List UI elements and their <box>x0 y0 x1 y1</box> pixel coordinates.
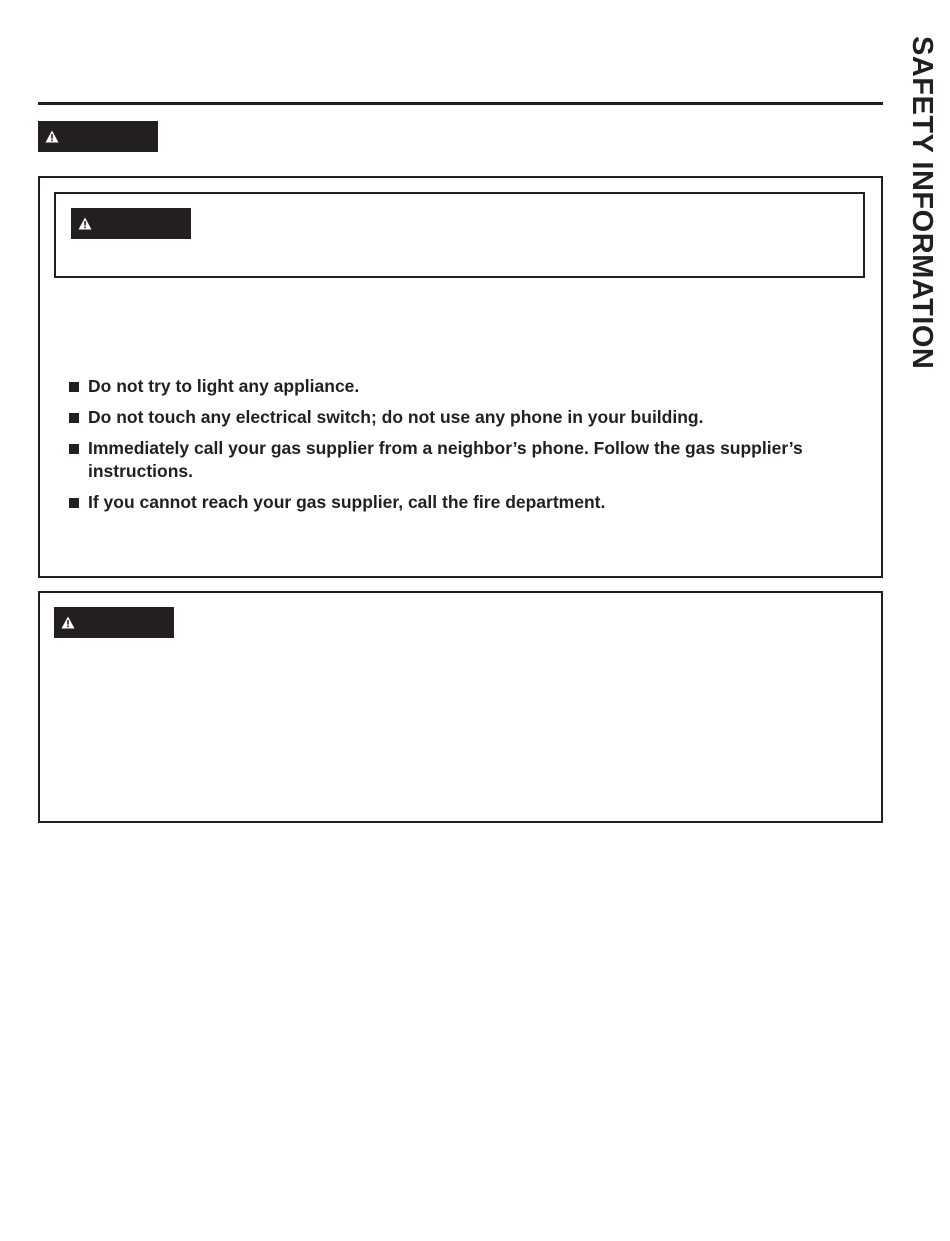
gas-leak-steps-list <box>68 375 848 522</box>
bullet-square-icon <box>69 498 79 508</box>
section-top-rule <box>38 102 883 105</box>
side-section-title: SAFETY INFORMATION <box>906 36 938 370</box>
warning-triangle-icon <box>78 217 92 230</box>
list-item <box>68 491 848 514</box>
warning-triangle-icon <box>45 130 59 143</box>
bullet-square-icon <box>69 413 79 423</box>
warning-triangle-icon <box>61 616 75 629</box>
list-item <box>68 406 848 429</box>
list-item <box>68 375 848 398</box>
list-item-text: If you cannot reach your gas supplier, call the fire department. <box>88 492 606 512</box>
list-item-text: Immediately call your gas supplier from a neighbor’s phone. Follow the gas supplier’s instructions. <box>88 438 803 481</box>
list-item-text: Do not touch any electrical switch; do not use any phone in your building. <box>88 407 704 427</box>
bullet-square-icon <box>69 444 79 454</box>
second-signal-word-panel <box>54 607 174 638</box>
bullet-square-icon <box>69 382 79 392</box>
signal-word-panel <box>38 121 158 152</box>
list-item <box>68 437 848 483</box>
inner-signal-word-panel <box>71 208 191 239</box>
list-item-text: Do not try to light any appliance. <box>88 376 360 396</box>
